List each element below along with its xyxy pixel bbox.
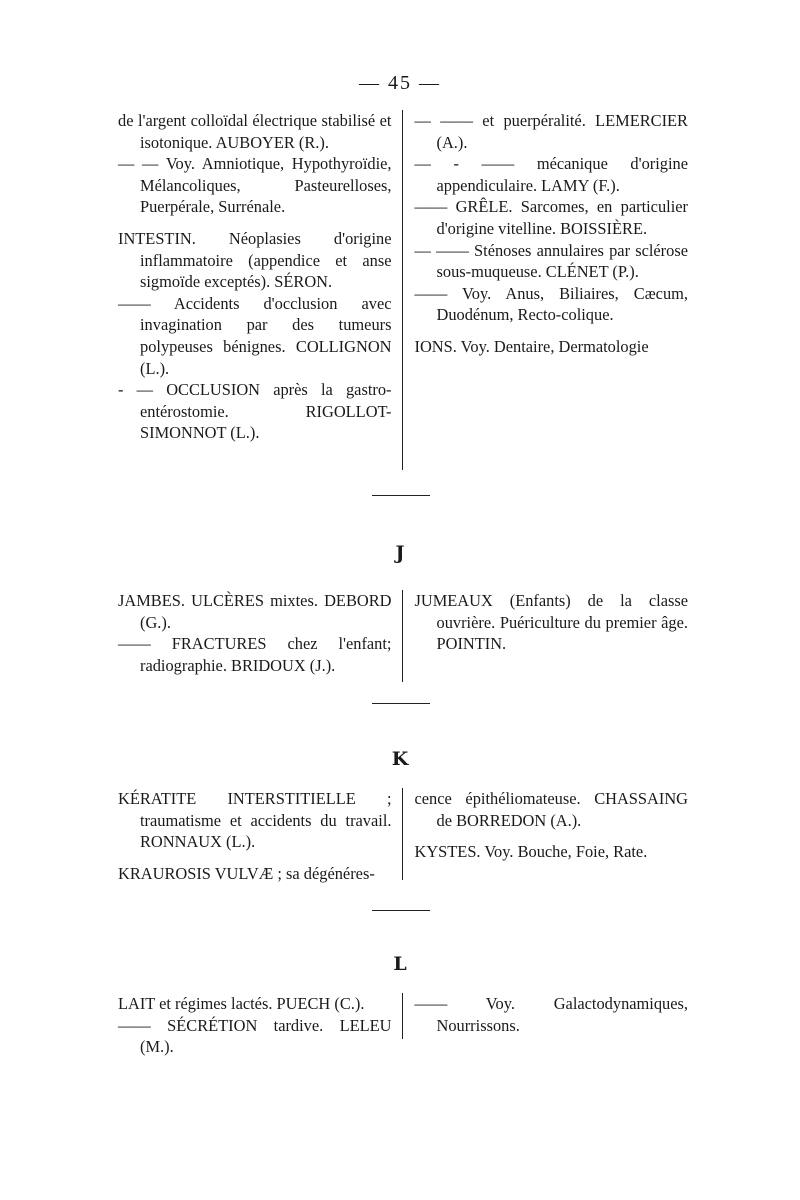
index-entry: de l'argent colloïdal électrique stabilisé et isotonique. AUBOYER (R.).	[118, 111, 392, 152]
section-separator	[372, 495, 430, 496]
section-i-right-column	[403, 110, 689, 470]
index-entry: KÉRATITE INTERSTITIELLE ; traumatisme et accidents du travail. RONNAUX (L.).	[118, 789, 392, 852]
index-entry: —— Voy. Galactodynamiques, Nourrissons.	[414, 994, 688, 1035]
page-number: — 45 —	[359, 72, 441, 94]
index-entry: —— SÉCRÉTION tardive. LELEU (M.).	[118, 1015, 392, 1057]
index-entry: KYSTES. Voy. Bouche, Foie, Rate.	[414, 842, 648, 862]
section-j-left-column	[118, 590, 402, 682]
index-entry: — —— et puerpéralité. LEMERCIER (A.).	[414, 111, 688, 152]
section-j-right-column	[403, 590, 689, 682]
index-entry: —— FRACTURES chez l'enfant; radiographie. BRIDOUX (J.).	[118, 634, 392, 675]
index-entry: JAMBES. ULCÈRES mixtes. DEBORD (G.).	[118, 591, 392, 632]
section-letter-l: L	[393, 953, 407, 975]
index-entry: IONS. Voy. Dentaire, Dermatologie	[414, 336, 649, 356]
index-entry: —— Voy. Anus, Biliaires, Cæcum, Duodénum, Recto-colique.	[414, 283, 688, 325]
section-separator	[372, 703, 430, 704]
section-i-left-column	[118, 110, 402, 470]
section-letter-j: J	[395, 542, 405, 564]
section-letter-k: K	[391, 748, 409, 770]
index-entry: — —— Sténoses annulaires par sclérose sous-muqueuse. CLÉNET (P.).	[414, 240, 688, 282]
index-entry: INTESTIN. Néoplasies d'origine inflammatoire (appendice et anse sigmoïde exceptés). SÉRON.	[118, 228, 392, 292]
index-entry: KRAUROSIS VULVÆ ; sa dégénéres-	[118, 863, 375, 883]
index-entry: —— Accidents d'occlusion avec invagination par des tumeurs polypeuses bénignes. COLLIGNON (L.).	[118, 293, 392, 378]
index-entry: cence épithéliomateuse. CHASSAING de BORREDON (A.).	[414, 789, 688, 830]
index-entry: JUMEAUX (Enfants) de la classe ouvrière. Puériculture du premier âge. POINTIN.	[414, 591, 688, 654]
index-entry: - — OCCLUSION après la gastro-entérostomie. RIGOLLOT-SIMONNOT (L.).	[118, 380, 392, 443]
section-k	[118, 788, 688, 884]
section-l-right-column	[403, 993, 689, 1058]
index-entry: LAIT et régimes lactés. PUECH (C.).	[118, 994, 365, 1013]
section-i	[118, 110, 688, 470]
index-entry: — — Voy. Amniotique, Hypothyroïdie, Mélancoliques, Pasteurelloses, Puerpérale, Surrénale.	[118, 154, 392, 217]
section-k-left-column	[118, 788, 402, 884]
index-entry: —— GRÊLE. Sarcomes, en particulier d'origine vitelline. BOISSIÈRE.	[414, 197, 688, 238]
index-entry: — - —— mécanique d'origine appendiculaire. LAMY (F.).	[414, 154, 688, 195]
section-separator	[372, 910, 430, 911]
section-k-right-column	[403, 788, 689, 884]
section-l	[118, 993, 688, 1058]
section-j	[118, 590, 688, 682]
section-l-left-column	[118, 993, 402, 1058]
